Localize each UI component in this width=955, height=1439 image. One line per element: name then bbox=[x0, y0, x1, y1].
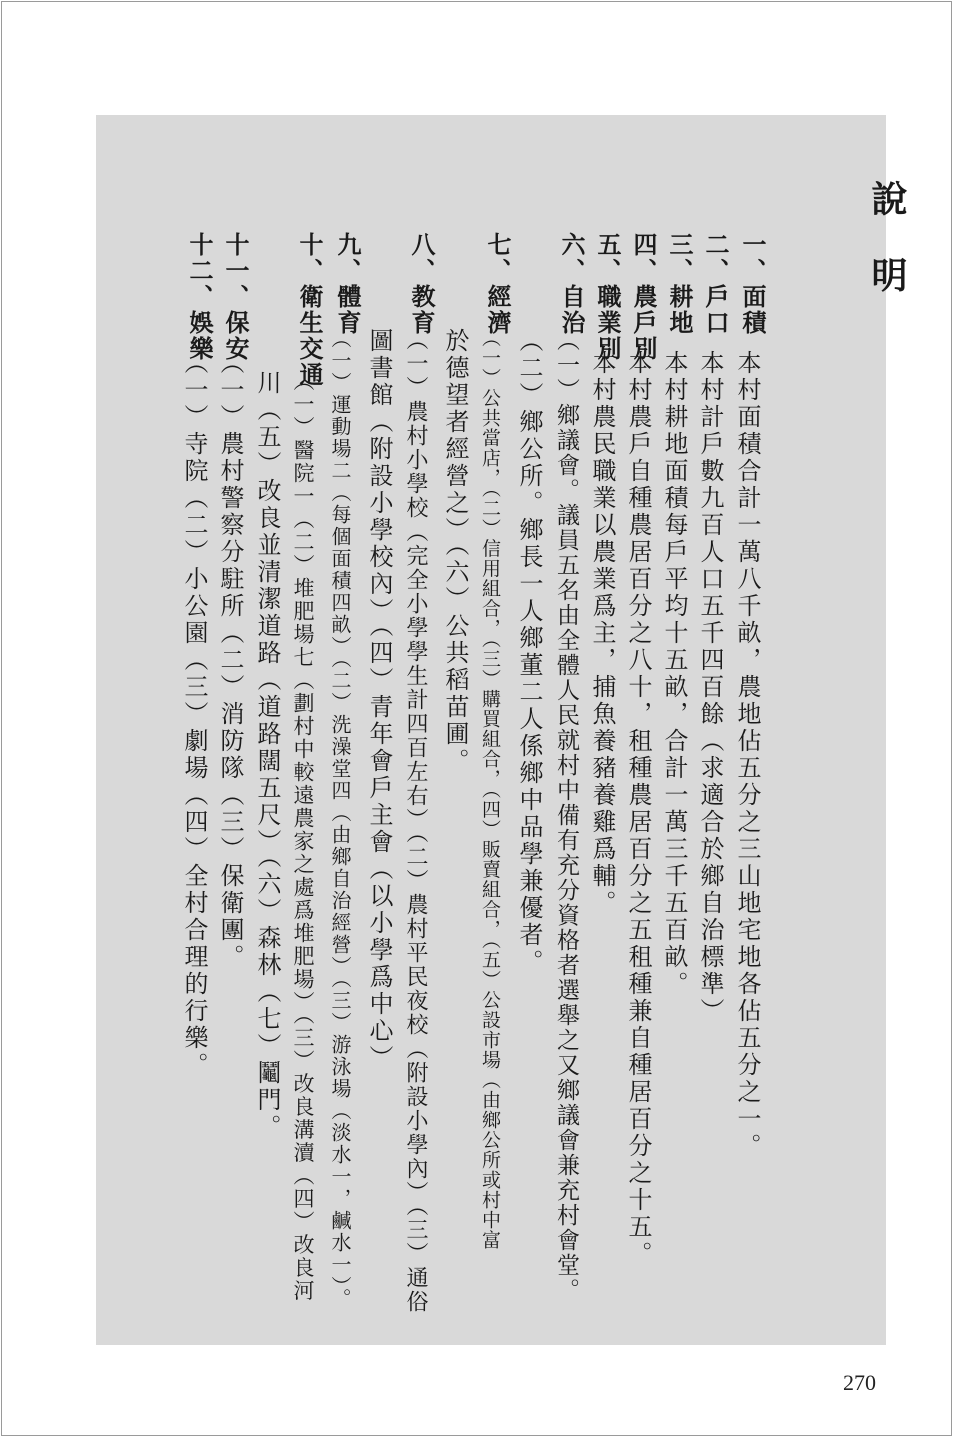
section-text: （一）農村警察分駐所（二）消防隊（三）保衛團。 bbox=[216, 350, 244, 971]
section-text: 於德望者經營之）（六）公共稻苗圃。 bbox=[441, 328, 469, 775]
section-label-occupation: 五、職業別 bbox=[593, 232, 622, 362]
section-label-sports: 九、體育 bbox=[333, 232, 362, 336]
page-number: 270 bbox=[843, 1370, 876, 1395]
section-text: （一）公共當店，（二）信用組合，（三）購買組合，（四）販賣組合，（五）公設市場（由鄉公所或村中富 bbox=[479, 328, 501, 1250]
section-label-area: 一、面積 bbox=[738, 232, 767, 336]
section-text: 本村耕地面積每戶平均十五畝，合計一萬三千五百畝。 bbox=[660, 350, 688, 998]
page-title: 說 明 bbox=[866, 180, 908, 307]
section-text: （一）運動場二（每個面積四畝）（二）洗澡堂四（由鄉自治經營）（三）游泳場（淡水一，鹹水一）。 bbox=[328, 328, 352, 1310]
section-text: 本村計戶數九百人口五千四百餘（求適合於鄉自治標準） bbox=[696, 350, 724, 1025]
section-label-recreation: 十二、娛樂 bbox=[185, 232, 214, 362]
section-text: 川（五）改良並清潔道路（道路闊五尺）（六）森林（七）鬮門。 bbox=[253, 370, 281, 1141]
section-label-health-transport: 十、衛生交通 bbox=[295, 232, 324, 388]
section-text: 本村農戶自種農居百分之八十，租種農居百分之五租種兼自種居百分之十五。 bbox=[624, 350, 652, 1268]
section-text: 圖書館（附設小學校內）（四）青年會戶主會（以小學爲中心） bbox=[365, 328, 393, 1072]
section-text: 本村農民職業以農業爲主，捕魚養豬養雞爲輔。 bbox=[588, 350, 616, 917]
section-text: （二）鄉公所。鄉長一人鄉董二人係鄉中品學兼優者。 bbox=[515, 328, 543, 976]
section-text: 本村面積合計一萬八千畝，農地佔五分之三山地宅地各佔五分之一。 bbox=[733, 350, 761, 1160]
section-text: （一）寺院（二）小公園（三）劇場（四）全村合理的行樂。 bbox=[180, 350, 208, 1079]
section-label-economy: 七、經濟 bbox=[483, 232, 512, 336]
section-label-security: 十一、保安 bbox=[221, 232, 250, 362]
section-label-households: 二、戶口 bbox=[701, 232, 730, 336]
section-label-farm-households: 四、農戶別 bbox=[629, 232, 658, 362]
section-label-education: 八、教育 bbox=[407, 232, 436, 336]
section-label-farmland: 三、耕地 bbox=[665, 232, 694, 336]
section-label-self-government: 六、自治 bbox=[557, 232, 586, 336]
section-text: （一）醫院一（二）堆肥場七（劃村中較遠農家之處爲堆肥場）（三）改良溝瀆（四）改良河 bbox=[291, 370, 315, 1303]
section-text: （一）農村小學校（完全小學學生計四百左右）（二）農村平民夜校（附設小學內）（三）通俗 bbox=[403, 328, 428, 1314]
section-text: （一）鄉議會。議員五名由全體人民就村中備有充分資格者選舉之又鄉議會兼充村會堂。 bbox=[553, 328, 579, 1303]
